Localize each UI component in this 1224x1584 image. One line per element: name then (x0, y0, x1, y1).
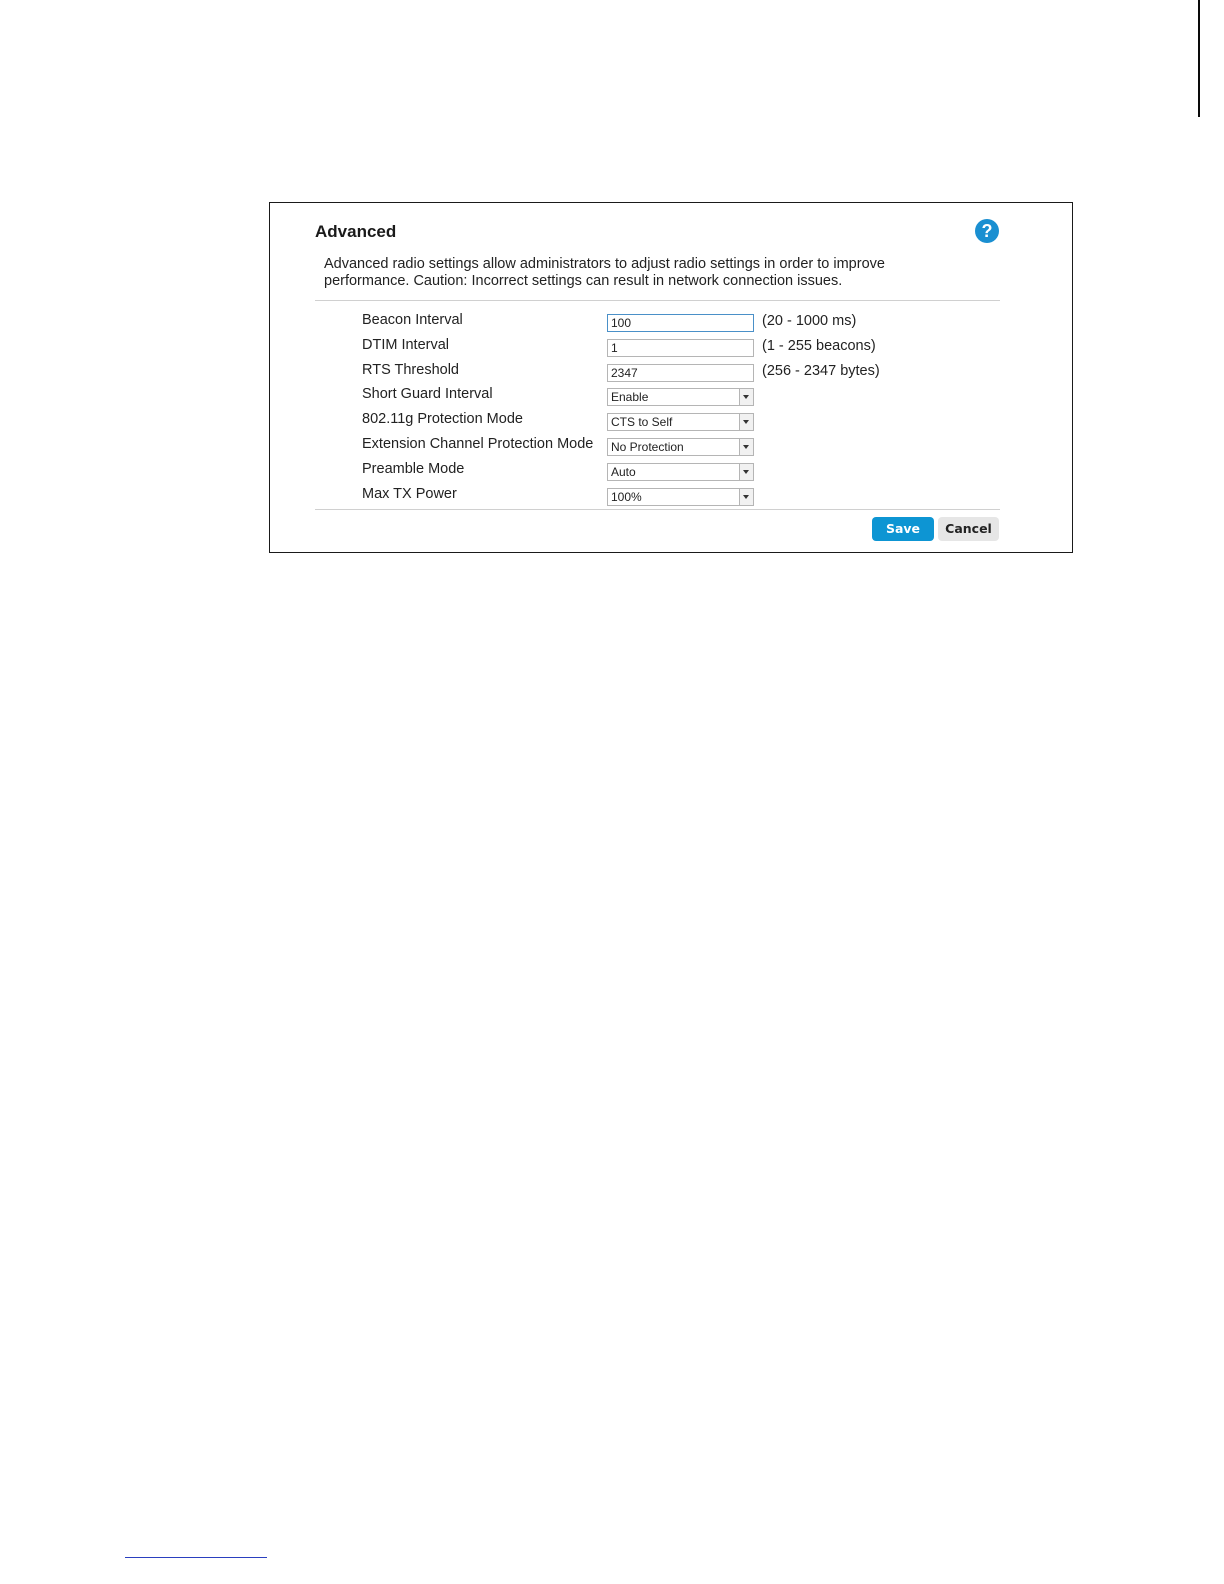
beacon-interval-range: (20 - 1000 ms) (762, 313, 857, 329)
short-guard-interval-row (362, 386, 982, 411)
dtim-interval-label: DTIM Interval (362, 336, 450, 353)
rts-threshold-row (362, 362, 982, 387)
ext-channel-protection-label: Extension Channel Protection Mode (362, 435, 594, 452)
save-button[interactable]: Save (872, 517, 934, 541)
preamble-mode-select[interactable] (607, 463, 754, 481)
panel-description: Advanced radio settings allow administrators to adjust radio settings in order to improve performance. Caution: Incorrect settings can result in network connection issues. (324, 256, 885, 289)
protection-mode-label: 802.11g Protection Mode (362, 411, 523, 428)
cancel-button[interactable]: Cancel (938, 517, 999, 541)
chevron-down-icon[interactable] (739, 464, 753, 480)
panel-title: Advanced (315, 222, 397, 241)
ext-channel-protection-value: No Protection (611, 439, 684, 454)
max-tx-power-value: 100% (611, 489, 642, 504)
beacon-interval-input[interactable] (607, 314, 754, 332)
chevron-down-icon[interactable] (739, 489, 753, 505)
short-guard-interval-value: Enable (611, 390, 649, 405)
page-edge-bar (1198, 0, 1200, 117)
max-tx-power-label: Max TX Power (362, 485, 457, 502)
rts-threshold-range: (256 - 2347 bytes) (762, 362, 880, 379)
short-guard-interval-select[interactable] (607, 388, 754, 406)
protection-mode-select[interactable] (607, 413, 754, 431)
advanced-settings-panel (269, 202, 1073, 553)
preamble-mode-label: Preamble Mode (362, 460, 465, 477)
chevron-down-icon[interactable] (739, 414, 753, 430)
chevron-down-icon[interactable] (739, 439, 753, 455)
protection-mode-row (362, 411, 982, 436)
dtim-interval-input[interactable] (607, 339, 754, 357)
protection-mode-value: CTS to Self (611, 415, 673, 430)
rts-threshold-label: RTS Threshold (362, 361, 459, 378)
top-divider (315, 300, 1000, 301)
preamble-mode-value: Auto (611, 464, 636, 479)
beacon-interval-row (362, 312, 982, 337)
ext-channel-protection-select[interactable] (607, 438, 754, 456)
beacon-interval-label: Beacon Interval (362, 312, 463, 328)
settings-form (362, 312, 982, 510)
max-tx-power-select[interactable] (607, 488, 754, 506)
dtim-interval-row (362, 337, 982, 362)
bottom-divider (315, 509, 1000, 510)
help-icon[interactable]: ? (975, 219, 999, 243)
preamble-mode-row (362, 461, 982, 486)
dtim-interval-range: (1 - 255 beacons) (762, 337, 876, 354)
ext-channel-protection-row (362, 436, 982, 461)
max-tx-power-row (362, 486, 982, 511)
short-guard-interval-label: Short Guard Interval (362, 386, 493, 403)
footnote-rule (125, 1557, 267, 1558)
chevron-down-icon[interactable] (739, 389, 753, 405)
rts-threshold-input[interactable] (607, 364, 754, 382)
